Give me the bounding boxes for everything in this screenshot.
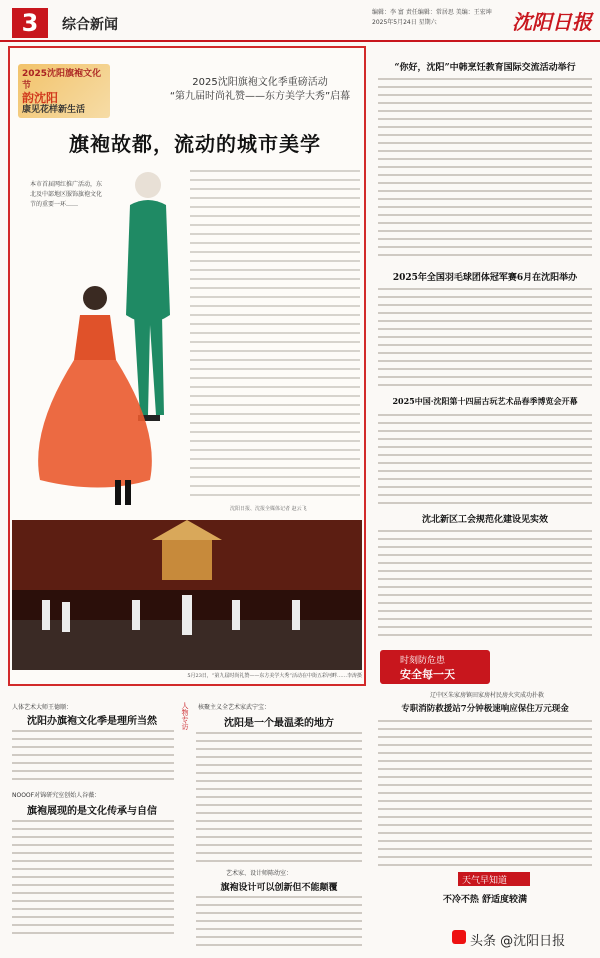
lower-left-tag2: NOOOF对锦研究室创始人谷薇： bbox=[12, 792, 101, 799]
feature-body-text bbox=[190, 170, 360, 500]
stage-caption: 5月23日，“第九届时尚礼赞——东方美学大秀”活动在中街五彩河畔……李涛摄 bbox=[187, 673, 362, 679]
lower-mid-tag2: 艺术家、设计师陈幼室： bbox=[226, 870, 293, 877]
overline-2: “第九届时尚礼赞——东方美学大秀”启幕 bbox=[169, 91, 351, 102]
logo-line1: 2025沈阳旗袍文化节 bbox=[22, 69, 102, 91]
feature-byline: 沈阳日报、沈报全媒体记者 赵云飞 bbox=[230, 506, 307, 512]
lower-mid-title1: 沈阳是一个最温柔的地方 bbox=[224, 718, 334, 729]
right-article2-title: 2025年全国羽毛球团体冠军赛6月在沈阳举办 bbox=[392, 273, 578, 283]
logo-line2: 韵沈阳 bbox=[22, 91, 59, 105]
right-article3-title: 2025中国·沈阳第十四届古玩艺术品春季博览会开幕 bbox=[392, 396, 578, 406]
right-article3-text bbox=[378, 414, 592, 504]
model-girl-photo bbox=[20, 280, 170, 510]
right-article2-text bbox=[378, 288, 592, 388]
lower-left-text1 bbox=[12, 730, 174, 780]
logo-line3: 康见花样新生活 bbox=[22, 105, 86, 115]
lower-mid-text2 bbox=[196, 896, 362, 946]
weather-tag: 天气早知道 bbox=[462, 876, 508, 886]
top-rule bbox=[0, 40, 600, 42]
lower-left-text2 bbox=[12, 820, 174, 940]
lower-left-title1: 沈阳办旗袍文化季是理所当然 bbox=[27, 716, 157, 727]
feature-headline: 旗袍故都，流动的城市美学 bbox=[69, 132, 321, 156]
watermark: 头条 @沈阳日报 bbox=[470, 934, 566, 949]
right-article5-kicker: 辽中区朱家房镇田家房村民房火灾成功扑救 bbox=[429, 692, 544, 699]
right-article4-text bbox=[378, 530, 592, 640]
lower-left-tag1: 人体艺术大师王德顺： bbox=[12, 704, 73, 711]
feature-overline bbox=[150, 76, 370, 104]
lower-left-title2: 旗袍展现的是文化传承与自信 bbox=[27, 806, 157, 817]
festival-logo-text bbox=[22, 68, 108, 116]
toutiao-icon bbox=[452, 930, 466, 944]
right-article5-text bbox=[378, 720, 592, 870]
right-article1-title: “你好，沈阳”中韩烹饪教育国际交流活动举行 bbox=[394, 63, 576, 73]
safety-banner-label: 安全每一天 bbox=[400, 668, 455, 681]
lower-mid-text1 bbox=[196, 732, 362, 862]
profile-label: 人物专访 bbox=[181, 702, 189, 730]
sidebar-blurb: 本市首届网红推广活动，东北及中部地区服饰旗袍文化节的重要一环…… bbox=[30, 181, 103, 208]
right-article1-text bbox=[378, 78, 592, 258]
safety-banner-title: 时刻防危患 bbox=[400, 656, 446, 666]
editor-line: 编辑：李 富 责任编辑：常居思 美编：王宏坤 bbox=[372, 9, 492, 16]
newspaper-brand: 沈阳日报 bbox=[512, 10, 592, 34]
right-article5-title: 专职消防救援站7分钟极速响应保住万元现金 bbox=[401, 704, 569, 714]
section-title: 综合新闻 bbox=[62, 17, 118, 33]
lower-mid-tag1: 核聚主义全艺术家武宁宝： bbox=[198, 704, 271, 711]
page-number: 3 bbox=[12, 8, 48, 38]
weather-title: 不冷不热 舒适度较满 bbox=[442, 895, 528, 905]
overline-1: 2025沈阳旗袍文化季重磅活动 bbox=[192, 77, 328, 88]
lower-mid-title2: 旗袍设计可以创新但不能颠覆 bbox=[220, 883, 338, 893]
issue-date: 2025年5月24日 星期六 bbox=[372, 19, 437, 26]
stage-photo bbox=[12, 520, 362, 670]
right-article4-title: 沈北新区工会规范化建设见实效 bbox=[421, 515, 548, 525]
masthead-meta bbox=[372, 8, 522, 28]
